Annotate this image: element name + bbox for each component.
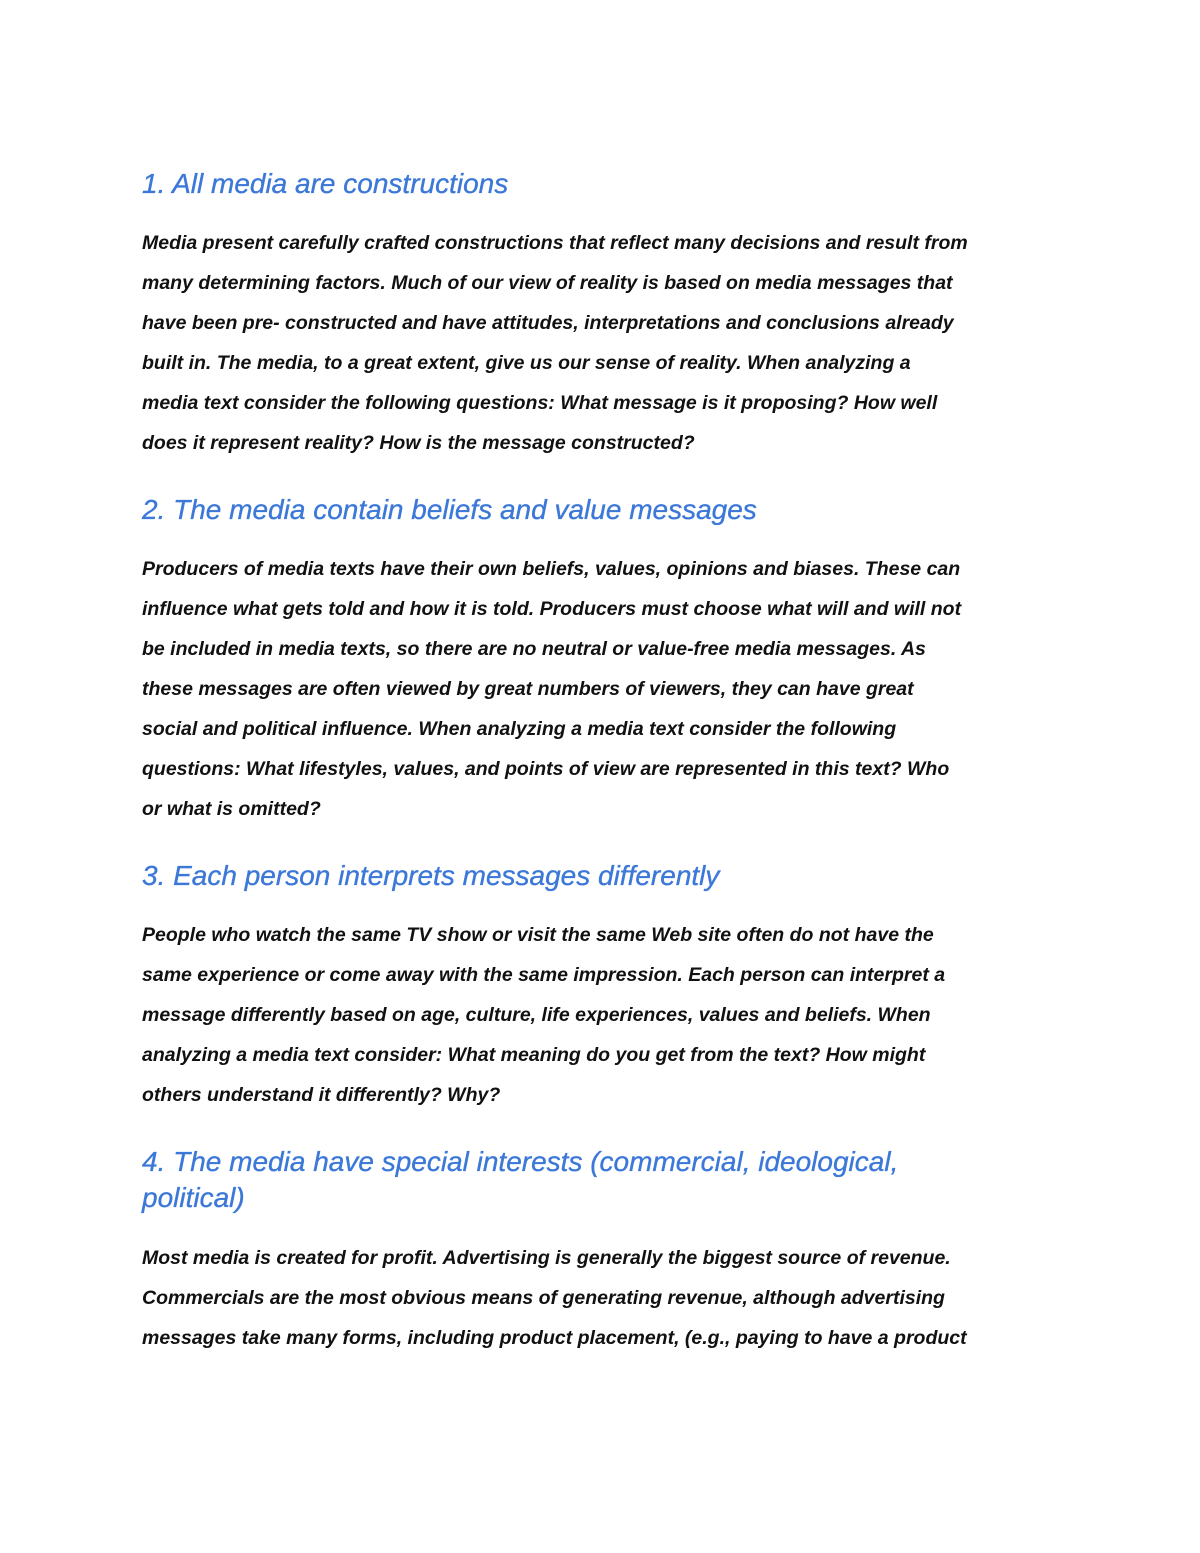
paragraph-line: same experience or come away with the same impression. Each person can interpret a [142, 964, 946, 986]
document-body [142, 166, 1072, 1358]
paragraph-line: Commercials are the most obvious means of generating revenue, although advertising [142, 1287, 945, 1309]
paragraph-line: messages take many forms, including product placement, (e.g., paying to have a product [142, 1327, 967, 1349]
paragraph-line: social and political influence. When analyzing a media text consider the following [142, 718, 897, 740]
section-paragraph [142, 1238, 1072, 1358]
paragraph-line: these messages are often viewed by great numbers of viewers, they can have great [142, 678, 914, 700]
paragraph-line: built in. The media, to a great extent, give us our sense of reality. When analyzing a [142, 352, 911, 374]
section-heading: 1. All media are constructions [142, 168, 509, 199]
paragraph-line: People who watch the same TV show or visit the same Web site often do not have the [142, 924, 934, 946]
paragraph-line: Media present carefully crafted constructions that reflect many decisions and result from [142, 232, 968, 254]
section-paragraph [142, 915, 1072, 1115]
heading-line: political) [142, 1182, 245, 1213]
paragraph-line: does it represent reality? How is the message constructed? [142, 432, 695, 454]
heading-line: 4. The media have special interests (commercial, ideological, [142, 1146, 899, 1177]
paragraph-line: analyzing a media text consider: What meaning do you get from the text? How might [142, 1044, 926, 1066]
paragraph-line: Most media is created for profit. Advertising is generally the biggest source of revenue. [142, 1247, 951, 1269]
paragraph-line: or what is omitted? [142, 798, 321, 820]
section-paragraph [142, 223, 1072, 463]
section-paragraph [142, 549, 1072, 829]
section-heading: 2. The media contain beliefs and value messages [142, 494, 757, 525]
paragraph-line: Producers of media texts have their own beliefs, values, opinions and biases. These can [142, 558, 961, 580]
paragraph-line: many determining factors. Much of our view of reality is based on media messages that [142, 272, 953, 294]
paragraph-line: message differently based on age, culture, life experiences, values and beliefs. When [142, 1004, 931, 1026]
paragraph-line: be included in media texts, so there are no neutral or value-free media messages. As [142, 638, 926, 660]
section-heading [142, 1144, 1072, 1216]
section-heading: 3. Each person interprets messages differently [142, 860, 720, 891]
paragraph-line: influence what gets told and how it is told. Producers must choose what will and will not [142, 598, 962, 620]
paragraph-line: others understand it differently? Why? [142, 1084, 501, 1106]
paragraph-line: questions: What lifestyles, values, and points of view are represented in this text? Who [142, 758, 950, 780]
paragraph-line: media text consider the following questions: What message is it proposing? How well [142, 392, 938, 414]
paragraph-line: have been pre- constructed and have attitudes, interpretations and conclusions already [142, 312, 954, 334]
